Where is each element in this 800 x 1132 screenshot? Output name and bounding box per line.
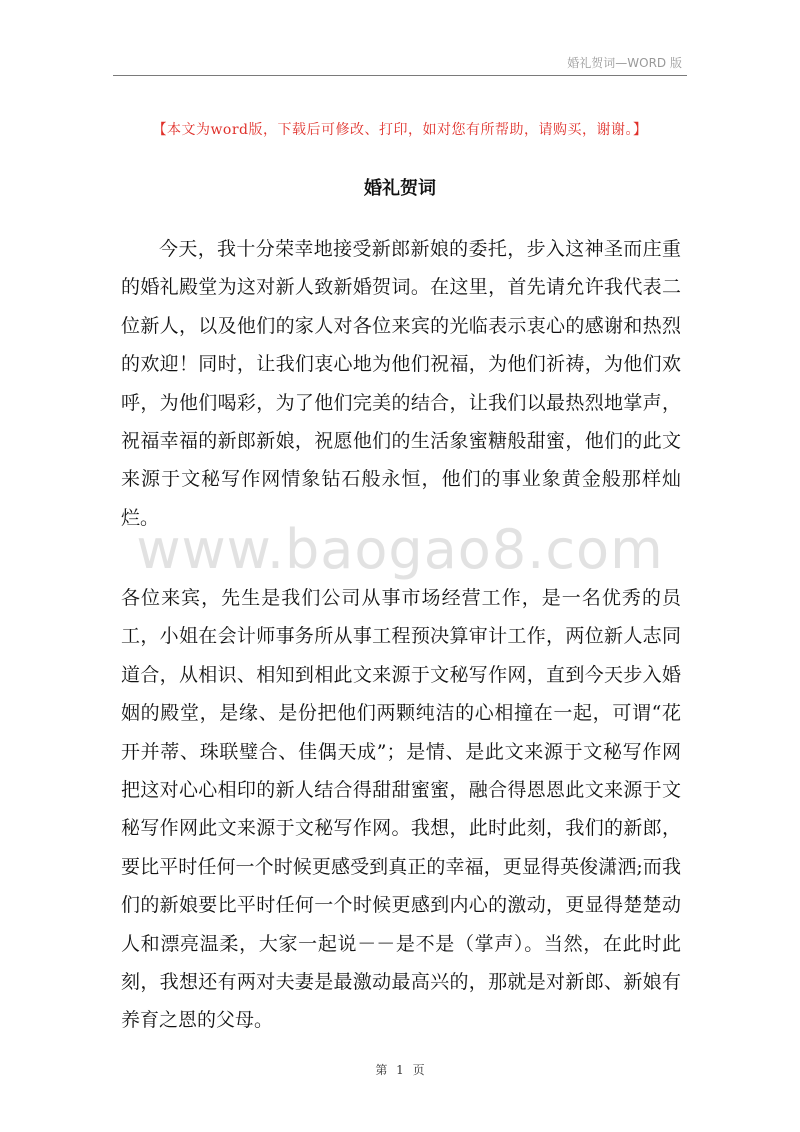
body-paragraph-2: 各位来宾，先生是我们公司从事市场经营工作，是一名优秀的员工，小姐在会计师事务所从事工程预决算审计工作，两位新人志同道合，从相识、相知到相此文来源于文秘写作网，直到今天步入婚姻的殿堂，是缘、是份把他们两颗纯洁的心相撞在一起，可谓“花开并蒂、珠联璧合、佳偶天成”；是情、是此文来源于文秘写作网把这对心心相印的新人结合得甜甜蜜蜜，融合得恩恩此文来源于文秘写作网此文来源于文秘写作网。我想，此时此刻，我们的新郎，要比平时任何一个时候更感受到真正的幸福，更显得英俊潇洒;而我们的新娘要比平时任何一个时候更感到内心的激动，更显得楚楚动人和漂亮温柔，大家一起说－－是不是（掌声）。当然，在此时此刻，我想还有两对夫妻是最激动最高兴的，那就是对新郎、新娘有养育之恩的父母。 <box>121 587 681 1032</box>
footer-suffix: 页 <box>412 1063 425 1077</box>
download-notice: 【本文为word版，下载后可修改、打印，如对您有所帮助，请购买，谢谢。】 <box>152 122 648 138</box>
document-title: 婚礼贺词 <box>364 178 436 199</box>
page-footer <box>0 1061 800 1078</box>
running-header: 婚礼贺词—WORD 版 <box>567 56 682 70</box>
footer-prefix: 第 <box>375 1063 388 1077</box>
watermark: www.baogao8.com <box>136 518 664 581</box>
page-number: 1 <box>396 1063 404 1077</box>
body-paragraph-1: 今天，我十分荣幸地接受新郎新娘的委托，步入这神圣而庄重的婚礼殿堂为这对新人致新婚贺词。在这里，首先请允许我代表二位新人，以及他们的家人对各位来宾的光临表示衷心的感谢和热烈的欢迎！同时，让我们衷心地为他们祝福，为他们祈祷，为他们欢呼，为他们喝彩，为了他们完美的结合，让我们以最热烈地掌声，祝福幸福的新郎新娘，祝愿他们的生活象蜜糖般甜蜜，他们的此文来源于文秘写作网情象钻石般永恒，他们的事业象黄金般那样灿烂。 <box>121 238 681 529</box>
header-divider <box>113 75 687 76</box>
